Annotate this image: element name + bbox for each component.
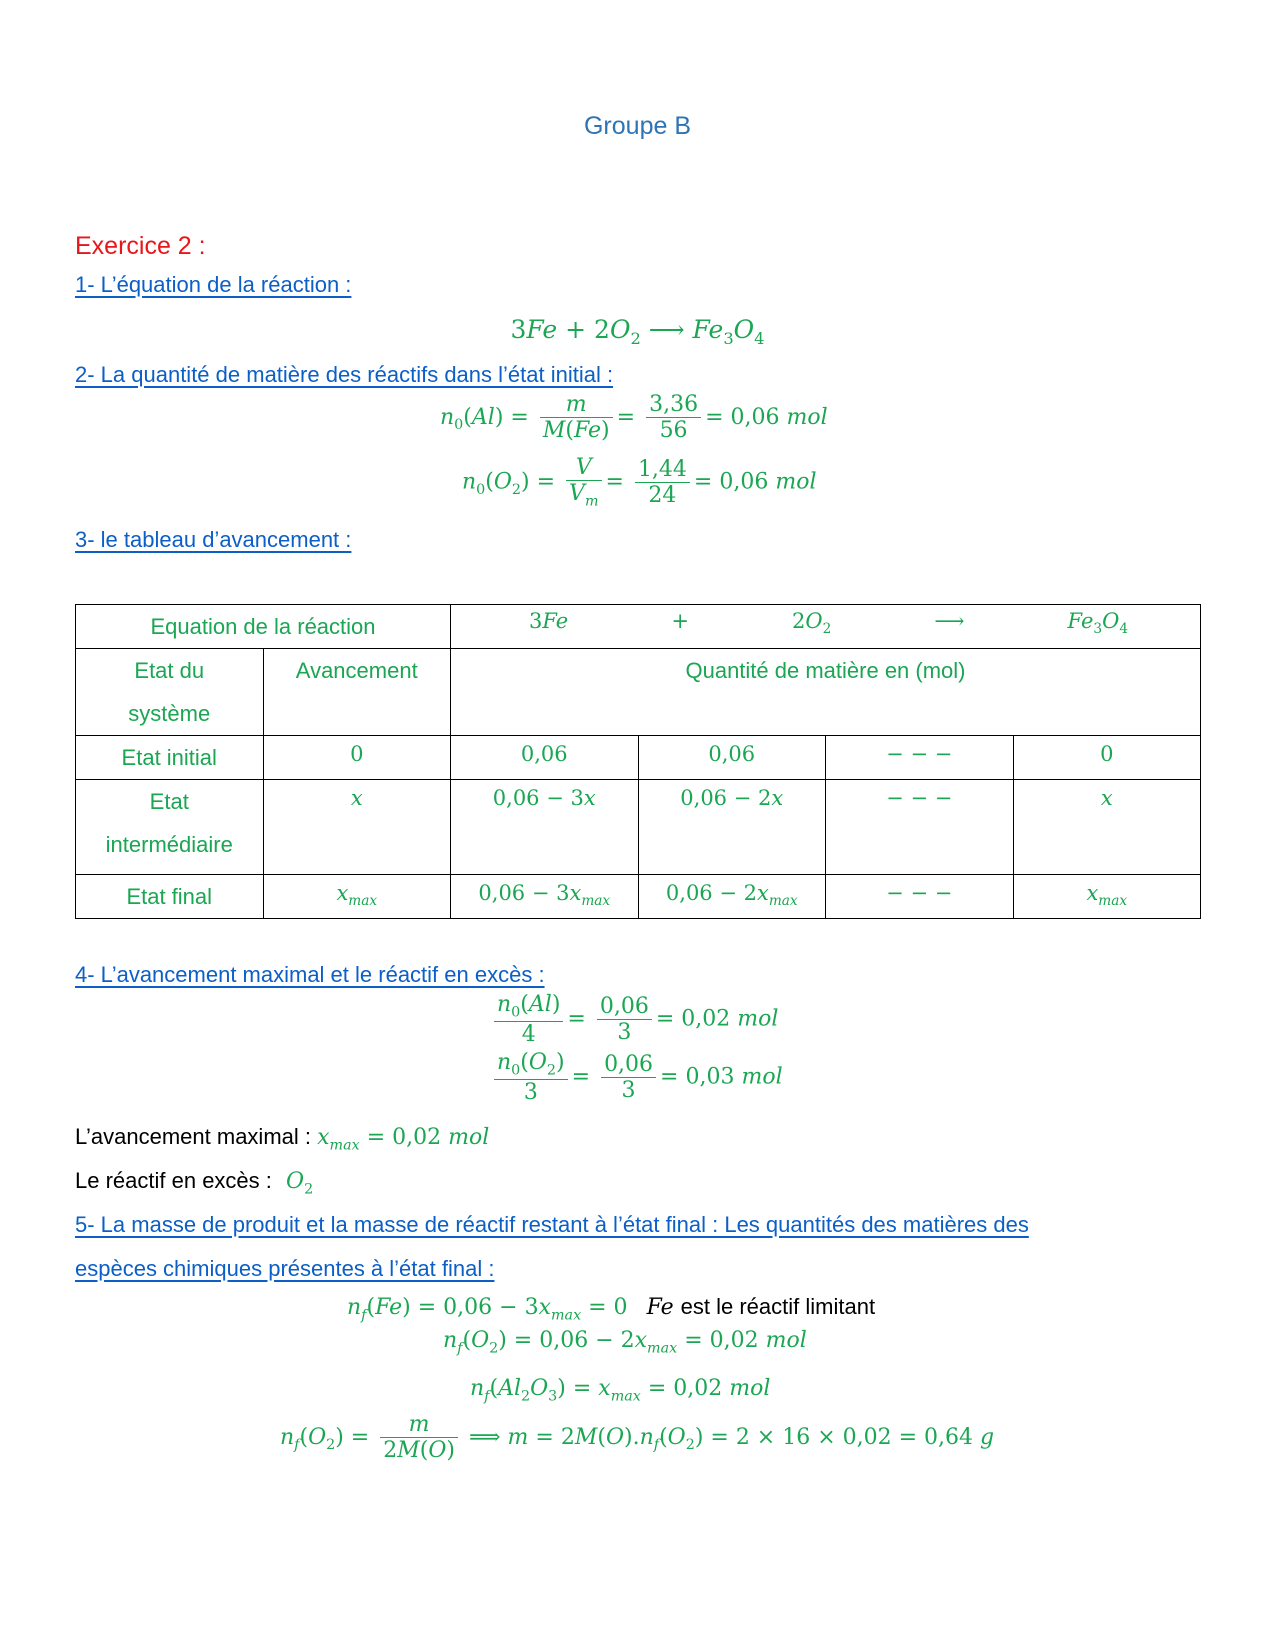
page-title: Groupe B [583,112,691,140]
avancement-max-line: L’avancement maximal : $x_{max} = 0,02$ mol [75,1124,490,1154]
exercise-heading: Exercice 2 : [75,232,206,260]
inter-fe: 0,06 − 3x [451,780,639,875]
initial-avancement: 0 [263,736,451,780]
nf-o2: $n_f(O_2) = 0,06 - 2x_{max} = 0,02$ mol [443,1328,807,1357]
avancement-label: Avancement [263,649,451,736]
equation-label: Equation de la réaction [76,605,451,649]
formula-n0-fe: $n_0(Al)$ = $\frac{m}{M(Fe)}$ = $\frac{3,36}{56}$ = 0,06 mol [440,392,828,444]
question-2: 2- La quantité de matière des réactifs dans l’état initial : [75,362,614,387]
inter-avancement: x [263,780,451,875]
initial-dash: − − − [826,736,1014,780]
inter-dash: − − − [826,780,1014,875]
mass-formula: $n_f(O_2)$ = $\frac{m}{2M(O)}$ ⟹ $m = 2M(O).n_f(O_2) = 2 \times 16 \times 0,02 = 0,64$ g [280,1412,995,1464]
initial-fe: 0,06 [451,736,639,780]
ratio-o2: $\frac{n_0(O_2)}{3}$ = $\frac{0,06}{3}$ = 0,03 mol [490,1050,783,1105]
ratio-fe: $\frac{n_0(Al)}{4}$ = $\frac{0,06}{3}$ = 0,02 mol [490,992,778,1047]
inter-product: x [1013,780,1201,875]
formula-n0-o2: $n_0(O_2)$ = $\frac{V}{V_m}$ = $\frac{1,44}{24}$ = 0,06 mol [462,455,817,510]
row-inter-label [76,780,264,875]
avancement-max-label: L’avancement maximal : [75,1124,311,1149]
initial-product: 0 [1013,736,1201,780]
row-final-label: Etat final [76,875,264,919]
equation-cell: 3Fe + $2O_2$ ⟶ $Fe_3O_4$ [451,605,1201,649]
progress-table [75,604,1201,919]
question-4: 4- L’avancement maximal et le réactif en excès : [75,962,545,987]
final-product: $x_{max}$ [1013,875,1201,919]
row-initial-label: Etat initial [76,736,264,780]
reactif-exces-label: Le réactif en excès : [75,1168,272,1193]
etat-label-line1: Etat du [134,658,205,683]
nf-product: $n_f(Al_2O_3) = x_{max} = 0,02$ mol [470,1376,771,1405]
limitant-text: est le réactif limitant [680,1294,876,1319]
question-5-line1: 5- La masse de produit et la masse de réactif restant à l’état final : Les quantités des matières des [75,1212,1029,1237]
quantite-label: Quantité de matière en (mol) [451,649,1201,736]
final-fe: $0,06 - 3x_{max}$ [451,875,639,919]
row-inter-line1: Etat [149,789,189,814]
etat-label [76,649,264,736]
question-5-line2: espèces chimiques présentes à l’état final : [75,1256,495,1281]
question-1: 1- L’équation de la réaction : [75,272,352,297]
final-avancement: $x_{max}$ [263,875,451,919]
question-3: 3- le tableau d’avancement : [75,527,352,552]
row-inter-line2: intermédiaire [105,832,233,857]
nf-fe: $n_f(Fe) = 0,06 - 3x_{max} = 0$ Fe est le réactif limitant [347,1294,876,1324]
etat-label-line2: système [128,701,211,726]
inter-o2: 0,06 − 2x [638,780,826,875]
initial-o2: 0,06 [638,736,826,780]
reactif-exces-line: Le réactif en excès : $O_2$ [75,1168,314,1198]
final-dash: − − − [826,875,1014,919]
final-o2: $0,06 - 2x_{max}$ [638,875,826,919]
reaction-equation: $3Fe + 2O_2$ ⟶ $Fe_3O_4$ [510,315,765,348]
